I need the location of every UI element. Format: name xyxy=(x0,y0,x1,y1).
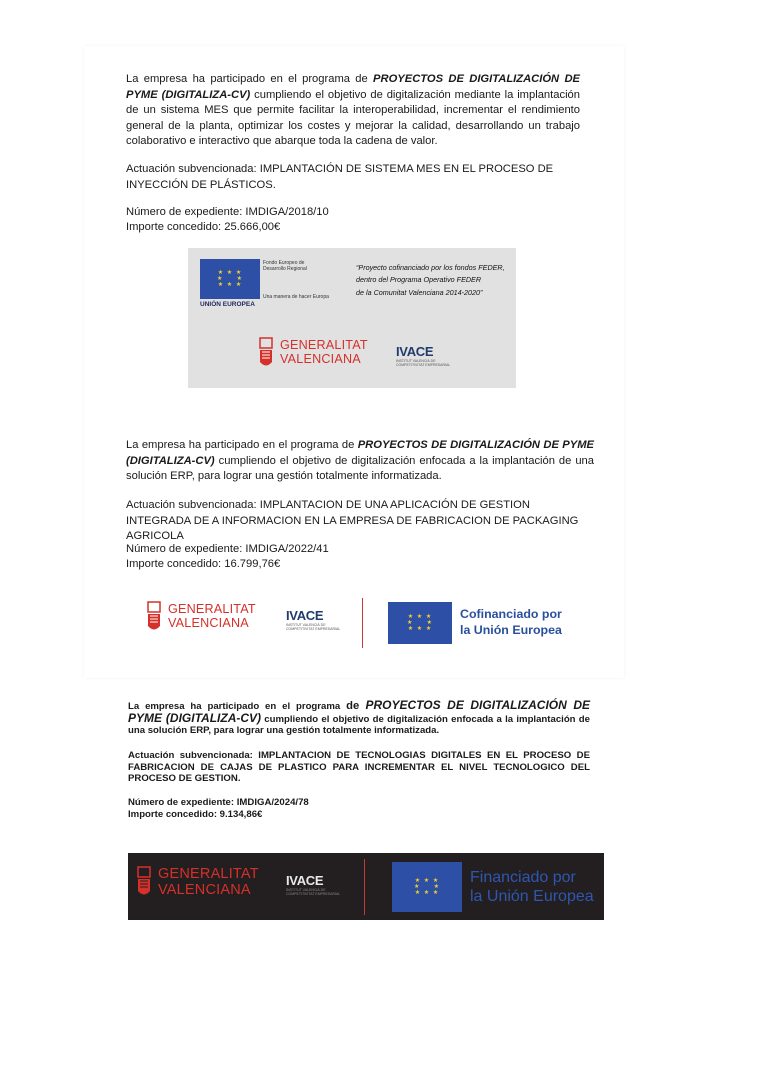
ivace-logo xyxy=(286,608,342,631)
generalitat-crest-icon xyxy=(146,600,162,634)
logo-divider xyxy=(362,598,363,648)
program-name: PROYECTOS DE DIGITALIZACIÓN DE PYME (DIGITALIZA-CV) xyxy=(126,439,594,467)
cofin-line2: la Unión Europea xyxy=(460,623,562,637)
program-name: PROYECTOS DE DIGITALIZACIÓN DE PYME (DIGITALIZA-CV) xyxy=(126,73,580,101)
quote-line: de la Comunitat Valenciana 2014-2020” xyxy=(356,287,483,297)
generalitat-logo xyxy=(136,865,259,899)
section1-actuacion: Actuación subvencionada: IMPLANTACIÓN DE SISTEMA MES EN EL PROCESO DE INYECCIÓN DE PLÁSTICOS. xyxy=(126,163,554,191)
eu-flag-icon: ★ ★ ★ ★ ★ ★ ★ ★ xyxy=(388,602,452,644)
ivace-subtitle: INSTITUT VALENCIÀ DE COMPETITIVITAT EMPRESARIAL xyxy=(286,623,341,631)
ivace-subtitle: INSTITUT VALENCIÀ DE COMPETITIVITAT EMPRESARIAL xyxy=(286,888,341,896)
intro-rest: cumpliendo el objetivo de digitalización enfocada a la implantación de una solución ERP, para lograr una gestión totalmente informatizada. xyxy=(128,713,590,737)
fin-line2: la Unión Europea xyxy=(470,888,594,905)
cofin-line1: Cofinanciado por xyxy=(460,607,562,622)
quote-line: dentro del Programa Operativo FEDER xyxy=(356,275,482,285)
feder-logo-box xyxy=(188,248,516,388)
intro-lead: La empresa ha participado en el programa de xyxy=(126,439,358,451)
section3-importe: Importe concedido: 9.134,86€ xyxy=(128,809,263,820)
intro-lead: La empresa ha participado en el programa xyxy=(128,701,347,712)
section2-importe: Importe concedido: 16.799,76€ xyxy=(126,558,281,570)
generalitat-crest-icon xyxy=(258,336,274,370)
generalitat-logo xyxy=(258,336,368,370)
feder-manera-label: Una manera de hacer Europa xyxy=(263,294,329,300)
fin-line1: Financiado por xyxy=(470,869,576,886)
ivace-logo xyxy=(396,344,452,367)
program-name: PROYECTOS DE DIGITALIZACIÓN DE PYME (DIGITALIZA-CV) xyxy=(128,698,591,725)
intro-lead: La empresa ha participado en el programa de xyxy=(126,73,374,85)
section2-expediente: Número de expediente: IMDIGA/2022/41 xyxy=(126,543,329,555)
union-europea-label: UNIÓN EUROPEA xyxy=(200,301,255,308)
financiado-ue-logo xyxy=(392,862,594,912)
logo-divider xyxy=(364,859,365,915)
section2-actuacion: Actuación subvencionada: IMPLANTACION DE UNA APLICACIÓN DE GESTION INTEGRADA DE A INFORMACION EN LA EMPRESA DE FABRICACION DE PACKAGING AGRICOLA xyxy=(126,499,579,543)
generalitat-logo xyxy=(146,600,256,634)
section1-expediente: Número de expediente: IMDIGA/2018/10 xyxy=(126,206,329,218)
gv-line2: VALENCIANA xyxy=(158,882,251,898)
section1-intro xyxy=(126,72,580,150)
feder-quote xyxy=(356,262,505,299)
gv-line1: GENERALITAT xyxy=(168,602,256,617)
ivace-wordmark: IVACE xyxy=(286,873,324,888)
ivace-wordmark: IVACE xyxy=(286,608,324,623)
ivace-logo xyxy=(286,873,342,896)
gv-line2: VALENCIANA xyxy=(168,616,249,630)
intro-rest: cumpliendo el objetivo de digitalización enfocada a la implantación de una solución ERP, para lograr una gestión totalmente informatizada. xyxy=(126,454,594,483)
quote-line: “Proyecto cofinanciado por los fondos FEDER, xyxy=(356,263,505,272)
section2-intro xyxy=(126,438,594,485)
intro-de: de xyxy=(346,700,366,712)
gv-line1: GENERALITAT xyxy=(280,338,368,353)
cofinanciado-ue-logo xyxy=(388,602,562,644)
ivace-wordmark: IVACE xyxy=(396,344,434,359)
ivace-subtitle: INSTITUT VALENCIÀ DE COMPETITIVITAT EMPRESARIAL xyxy=(396,359,451,367)
gv-line1: GENERALITAT xyxy=(158,866,259,882)
financiado-ue-banner xyxy=(128,853,604,920)
eu-flag-icon: ★ ★ ★ ★ ★ ★ ★ ★ xyxy=(200,259,260,299)
generalitat-crest-icon xyxy=(136,865,152,899)
eu-flag-icon: ★ ★ ★ ★ ★ ★ ★ ★ xyxy=(392,862,462,912)
feder-fondo-label: Fondo Europeo de Desarrollo Regional xyxy=(263,260,307,272)
section1-importe: Importe concedido: 25.666,00€ xyxy=(126,221,281,233)
gv-line2: VALENCIANA xyxy=(280,352,361,366)
section3-expediente: Número de expediente: IMDIGA/2024/78 xyxy=(128,797,309,808)
section3-actuacion: Actuación subvencionada: IMPLANTACION DE TECNOLOGIAS DIGITALES EN EL PROCESO DE FABRICACION DE CAJAS DE PLASTICO PARA INCREMENTAR EL NIVEL TECNOLOGICO DEL PROCESO DE GESTION. xyxy=(128,750,590,785)
intro-rest: cumpliendo el objetivo de digitalización mediante la implantación de un sistema MES que permite facilitar la interoperabilidad, incrementar el rendimiento general de la planta, optimizar los costes y mejorar la calidad, desarrollando un trabajo colaborativo e interactivo que abarque toda la cadena de valor. xyxy=(126,88,581,148)
section3-intro xyxy=(128,700,590,737)
